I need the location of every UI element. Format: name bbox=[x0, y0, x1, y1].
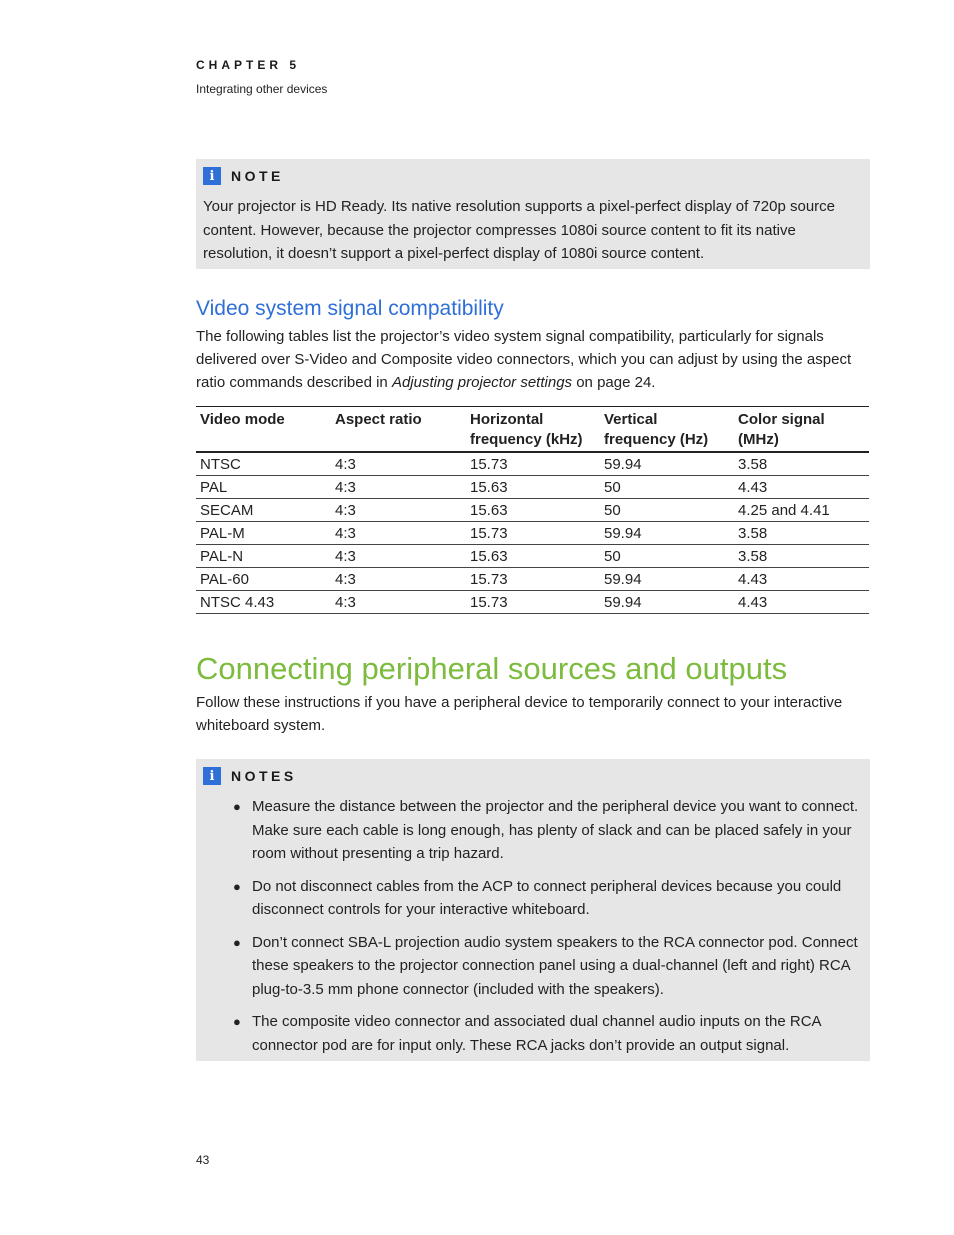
list-item bbox=[203, 931, 860, 1002]
note-header bbox=[203, 166, 862, 186]
table-row bbox=[196, 545, 869, 568]
table-cell: 15.73 bbox=[466, 522, 600, 545]
table-cell: PAL-M bbox=[196, 522, 331, 545]
section-heading-video: Video system signal compatibility bbox=[196, 297, 504, 320]
note-box bbox=[196, 159, 870, 269]
table-cell: 15.73 bbox=[466, 452, 600, 476]
table-row bbox=[196, 522, 869, 545]
table-cell: 50 bbox=[600, 499, 734, 522]
column-header: Color signal (MHz) bbox=[734, 407, 869, 453]
table-cell: 4:3 bbox=[331, 499, 466, 522]
table-cell: 15.63 bbox=[466, 476, 600, 499]
table-cell: 3.58 bbox=[734, 522, 869, 545]
table-cell: 50 bbox=[600, 476, 734, 499]
notes-header bbox=[203, 766, 862, 786]
table-cell: NTSC 4.43 bbox=[196, 591, 331, 614]
table-row bbox=[196, 452, 869, 476]
intro-text-before: The following tables list the projector’s video system signal compatibility, particularly for signals delivered over S-Video and Composite video connectors, which you can adjust by using the aspect ratio commands described in bbox=[196, 328, 852, 391]
notes-box bbox=[196, 759, 870, 1061]
table-cell: 59.94 bbox=[600, 452, 734, 476]
list-item bbox=[203, 875, 860, 922]
intro-text-after: on page 24. bbox=[572, 374, 656, 391]
info-icon: i bbox=[203, 767, 221, 785]
table-cell: 15.63 bbox=[466, 545, 600, 568]
list-item-text: Measure the distance between the projector and the peripheral device you want to connect. Make sure each cable is long enough, has plenty of slack and can be placed safely in your room without presenting a trip hazard. bbox=[252, 798, 859, 862]
bullet-icon: ● bbox=[233, 878, 241, 894]
chapter-label: CHAPTER 5 bbox=[196, 58, 301, 72]
list-item-text: The composite video connector and associated dual channel audio inputs on the RCA connector pod are for input only. These RCA jacks don’t provide an output signal. bbox=[252, 1013, 821, 1054]
list-item bbox=[203, 1010, 860, 1057]
table-cell: 3.58 bbox=[734, 545, 869, 568]
table-cell: 4:3 bbox=[331, 545, 466, 568]
table-row bbox=[196, 568, 869, 591]
list-item-text: Do not disconnect cables from the ACP to connect peripheral devices because you could disconnect controls for your interactive whiteboard. bbox=[252, 877, 842, 918]
table-cell: 15.73 bbox=[466, 568, 600, 591]
table-cell: 4:3 bbox=[331, 476, 466, 499]
table-cell: PAL bbox=[196, 476, 331, 499]
video-compatibility-table bbox=[196, 406, 869, 614]
table-cell: 4:3 bbox=[331, 452, 466, 476]
list-item bbox=[203, 795, 860, 866]
list-item-text: Don’t connect SBA-L projection audio system speakers to the RCA connector pod. Connect these speakers to the projector connection panel using a dual-channel (left and right) RCA plug-to-3.5 mm phone connector (included with the speakers). bbox=[252, 933, 858, 998]
table-cell: SECAM bbox=[196, 499, 331, 522]
note-title: NOTE bbox=[231, 168, 284, 184]
notes-list bbox=[203, 795, 862, 1057]
table-cell: PAL-N bbox=[196, 545, 331, 568]
table-cell: 15.73 bbox=[466, 591, 600, 614]
table-cell: 59.94 bbox=[600, 591, 734, 614]
section-heading-connecting: Connecting peripheral sources and outputs bbox=[196, 651, 788, 686]
bullet-icon: ● bbox=[233, 799, 241, 814]
column-header: Horizontal frequency (kHz) bbox=[466, 407, 600, 453]
table-cell: 50 bbox=[600, 545, 734, 568]
table-row bbox=[196, 476, 869, 499]
column-header: Aspect ratio bbox=[331, 407, 466, 453]
table-header-row bbox=[196, 407, 869, 453]
column-header: Video mode bbox=[196, 407, 331, 453]
bullet-icon: ● bbox=[233, 934, 241, 950]
column-header: Vertical frequency (Hz) bbox=[600, 407, 734, 453]
bullet-icon: ● bbox=[233, 1014, 241, 1029]
connecting-intro-paragraph: Follow these instructions if you have a peripheral device to temporarily connect to your interactive whiteboard system. bbox=[196, 694, 843, 734]
table-cell: NTSC bbox=[196, 452, 331, 476]
intro-reference: Adjusting projector settings bbox=[391, 374, 573, 391]
page-number: 43 bbox=[196, 1153, 210, 1167]
table-cell: 4.43 bbox=[734, 476, 869, 499]
table-cell: 4:3 bbox=[331, 568, 466, 591]
notes-title: NOTES bbox=[231, 768, 297, 784]
table-cell: 4:3 bbox=[331, 522, 466, 545]
table-cell: 59.94 bbox=[600, 568, 734, 591]
table-cell: 4.43 bbox=[734, 568, 869, 591]
table-cell: 4:3 bbox=[331, 591, 466, 614]
table-cell: 59.94 bbox=[600, 522, 734, 545]
table-cell: 4.25 and 4.41 bbox=[734, 499, 869, 522]
table-row bbox=[196, 591, 869, 614]
info-icon: i bbox=[203, 167, 221, 185]
table-cell: 4.43 bbox=[734, 591, 869, 614]
table-cell: PAL-60 bbox=[196, 568, 331, 591]
note-text: Your projector is HD Ready. Its native resolution supports a pixel-perfect display of 720p source content. However, because the projector compresses 1080i source content to fit its native resolution, it doesn’t support a pixel-perfect display of 1080i source content. bbox=[203, 198, 835, 262]
video-intro-paragraph bbox=[196, 325, 866, 394]
table-cell: 15.63 bbox=[466, 499, 600, 522]
chapter-subtitle: Integrating other devices bbox=[196, 82, 328, 96]
table-cell: 3.58 bbox=[734, 452, 869, 476]
table-row bbox=[196, 499, 869, 522]
